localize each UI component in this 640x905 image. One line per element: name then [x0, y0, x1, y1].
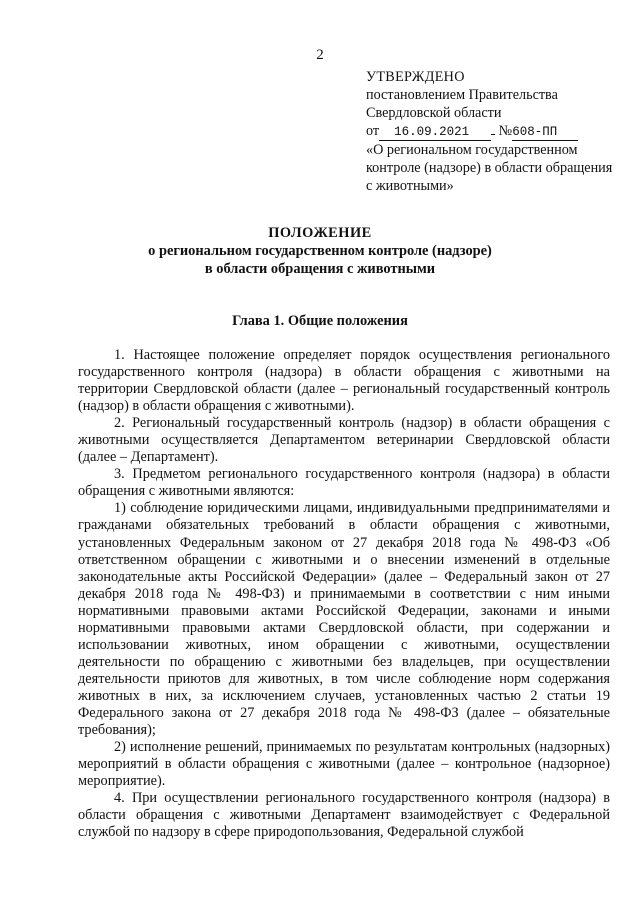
- page-number: 2: [316, 47, 324, 63]
- title-line-1: ПОЛОЖЕНИЕ: [268, 225, 372, 241]
- paragraph-2: 2. Региональный государственный контроль (надзор) в области обращения с животными осуществляется Департаментом ветеринарии Свердловской области (далее – Департамент).: [78, 415, 610, 466]
- title-line-3: в области обращения с животными: [204, 261, 436, 277]
- approval-date-line: [366, 122, 616, 141]
- paragraph-4: 4. При осуществлении регионального государственного контроля (надзора) в области обращения с животными Департамент взаимодействует с Федеральной службой по надзору в сфере природопользования, Федеральной службой: [78, 790, 610, 841]
- paragraph-3: 3. Предметом регионального государственного контроля (надзора) в области обращения с животными являются:: [78, 466, 610, 500]
- chapter-heading: Глава 1. Общие положения: [232, 313, 408, 329]
- paragraph-1: 1. Настоящее положение определяет порядок осуществления регионального государственного контроля (надзора) в области обращения с животными на территории Свердловской области (далее – региональный государственный контроль (надзор) в области обращения с животными).: [78, 347, 610, 415]
- approval-block: [366, 68, 616, 195]
- paragraph-3-2: 2) исполнение решений, принимаемых по результатам контрольных (надзорных) мероприятий в области обращения с животными (далее – контрольное (надзорное) мероприятие).: [78, 739, 610, 790]
- paragraph-3-1: 1) соблюдение юридическими лицами, индивидуальными предпринимателями и гражданами обязательных требований в области обращения с животными, установленных Федеральным законом от 27 декабря 2018 года № 498-ФЗ «Об ответственном обращении с животными и о внесении изменений в отдельные законодательные акты Российской Федерации» (далее – Федеральный закон от 27 декабря 2018 года № 498-ФЗ) и принимаемыми в соответствии с ним иными нормативными правовыми актами Российской Федерации, законами и иными нормативными правовыми актами Свердловской области, при содержании и использовании животных, ином обращении с животными, осуществлении деятельности по обращению с животными без владельцев, при осуществлении деятельности приютов для животных, в том числе соблюдение норм содержания животных в них, за исключением случаев, установленных частью 2 статьи 19 Федерального закона от 27 декабря 2018 года № 498-ФЗ (далее – обязательные требования);: [78, 500, 610, 739]
- approval-heading: УТВЕРЖДЕНО: [366, 69, 465, 85]
- title-line-2: о региональном государственном контроле (надзоре): [148, 243, 492, 259]
- date-prefix: от: [366, 123, 380, 139]
- document-title: [0, 224, 640, 278]
- approval-number: 608-ПП: [512, 125, 578, 141]
- approval-line-1: постановлением Правительства: [366, 87, 558, 103]
- number-prefix: №: [498, 123, 513, 139]
- document-body: [78, 347, 610, 841]
- approval-subject: «О региональном государственном контроле (надзоре) в области обращения с животными»: [366, 142, 613, 194]
- approval-date: 16.09.2021: [379, 125, 491, 141]
- approval-line-2: Свердловской области: [366, 105, 502, 121]
